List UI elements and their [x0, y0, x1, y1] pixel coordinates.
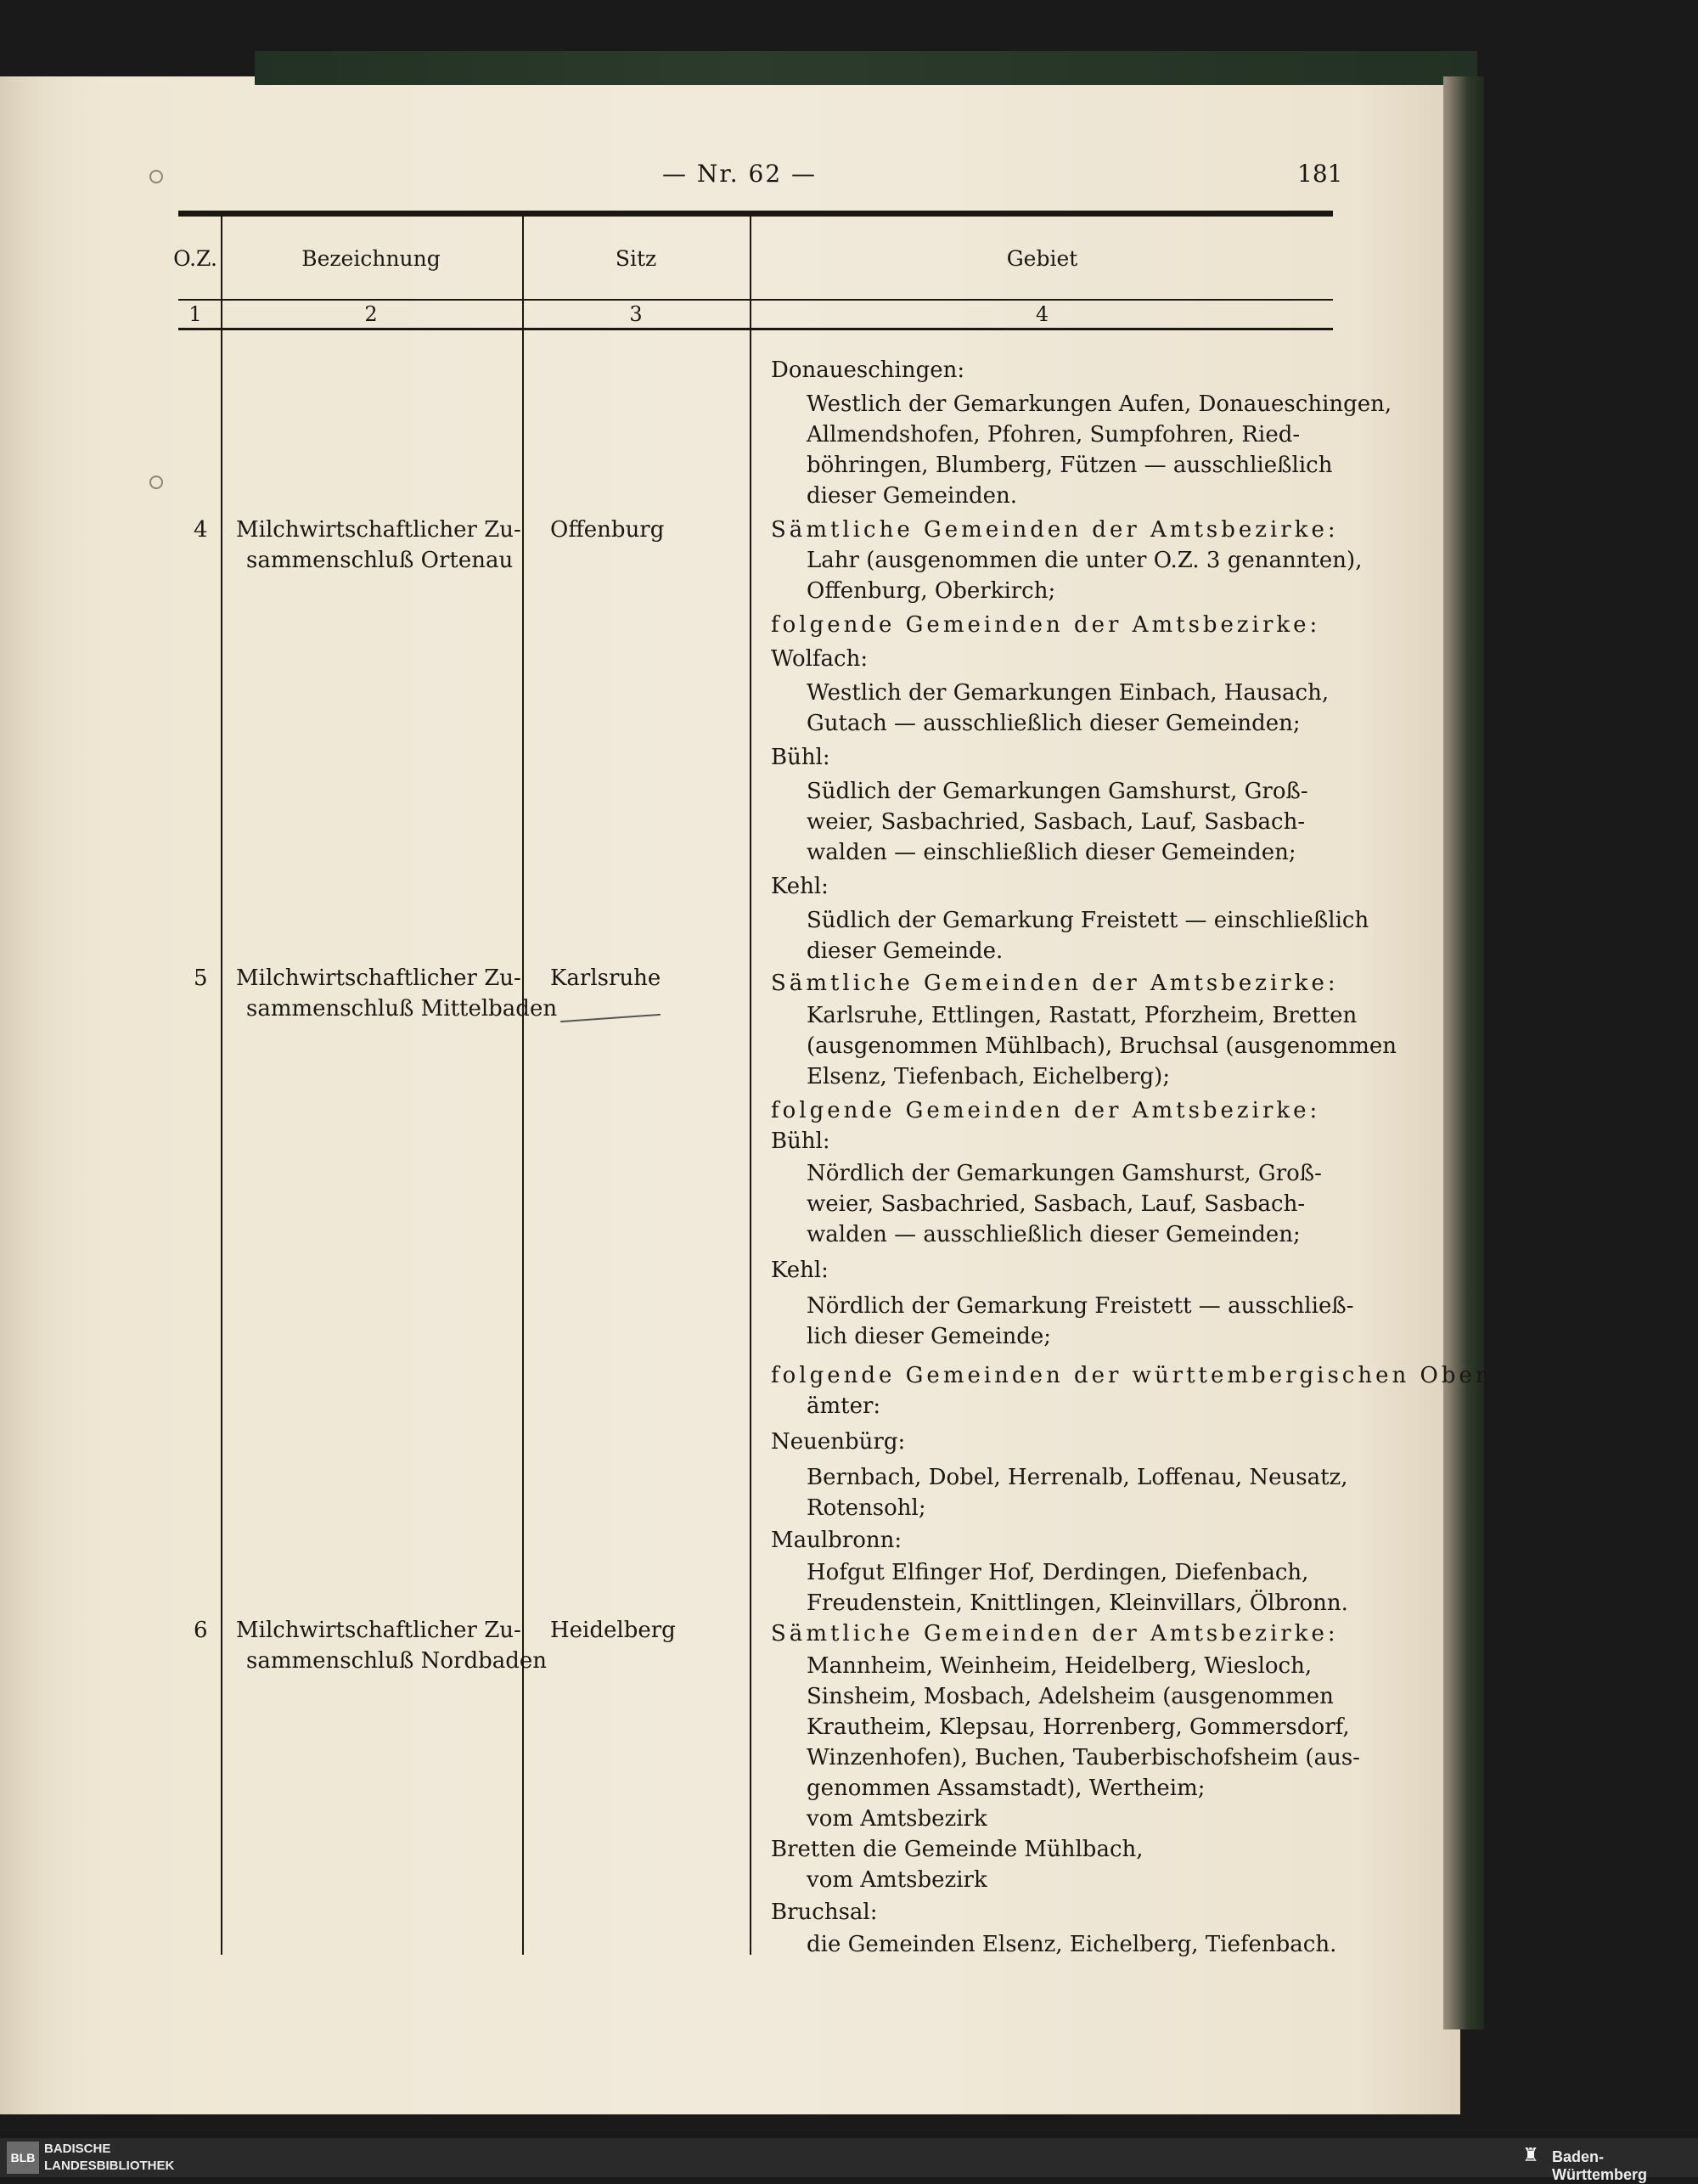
gebiet-line: genommen Assamstadt), Wertheim;	[807, 1776, 1206, 1801]
library-name	[44, 2141, 174, 2175]
gebiet-line: dieser Gemeinden.	[807, 483, 1018, 509]
row-name: Milchwirtschaftlicher Zu-	[236, 965, 521, 991]
binding-hole	[149, 476, 163, 489]
gebiet-line: Westlich der Gemarkungen Einbach, Hausach,	[807, 680, 1330, 706]
gebiet-line: Krautheim, Klepsau, Horrenberg, Gommersdorf,	[807, 1714, 1350, 1740]
gebiet-heading: folgende Gemeinden der Amtsbezirke:	[771, 1098, 1321, 1123]
gebiet-line: ämter:	[807, 1393, 881, 1419]
book-cover-edge	[255, 51, 1477, 85]
state-crest-icon: ♜	[1522, 2145, 1539, 2166]
column-number-rule	[178, 328, 1333, 330]
gebiet-line: weier, Sasbachried, Sasbach, Lauf, Sasbach-	[807, 1191, 1306, 1217]
gebiet-line: böhringen, Blumberg, Fützen — ausschließlich	[807, 453, 1333, 478]
header-rule	[178, 299, 1333, 301]
row-name: sammenschluß Mittelbaden	[246, 996, 558, 1022]
row-sitz: Offenburg	[550, 517, 665, 543]
header-oz: O.Z.	[173, 246, 217, 271]
header-gebiet: Gebiet	[1006, 246, 1078, 271]
gebiet-heading: Bruchsal:	[771, 1900, 878, 1925]
gebiet-line: Südlich der Gemarkung Freistett — einschließlich	[807, 908, 1369, 933]
gebiet-heading: Wolfach:	[771, 646, 869, 672]
gebiet-heading: Kehl:	[771, 1258, 829, 1283]
gebiet-line: Westlich der Gemarkungen Aufen, Donaueschingen,	[807, 391, 1392, 417]
column-number: 1	[188, 302, 202, 326]
column-divider	[750, 217, 751, 1955]
header-bezeichnung: Bezeichnung	[301, 246, 441, 271]
gebiet-heading: Bretten die Gemeinde Mühlbach,	[771, 1837, 1144, 1862]
row-name: sammenschluß Nordbaden	[246, 1648, 548, 1674]
gebiet-line: Winzenhofen), Buchen, Tauberbischofsheim (aus-	[807, 1745, 1360, 1770]
column-divider	[522, 217, 524, 1955]
gebiet-line: Bernbach, Dobel, Herrenalb, Loffenau, Neusatz,	[807, 1465, 1348, 1490]
library-name-line: LANDESBIBLIOTHEK	[44, 2159, 175, 2173]
gebiet-line: walden — ausschließlich dieser Gemeinden;	[807, 1222, 1301, 1247]
blb-logo: BLB	[7, 2142, 39, 2174]
gebiet-line: weier, Sasbachried, Sasbach, Lauf, Sasbach-	[807, 809, 1306, 835]
state-label: Baden-Württemberg	[1552, 2148, 1647, 2183]
row-oz: 6	[194, 1618, 208, 1643]
column-number: 4	[1035, 302, 1049, 326]
gebiet-line: Karlsruhe, Ettlingen, Rastatt, Pforzheim, Bretten	[807, 1003, 1358, 1028]
gebiet-line: Nördlich der Gemarkungen Gamshurst, Groß-	[807, 1161, 1322, 1186]
gebiet-line: vom Amtsbezirk	[807, 1867, 987, 1893]
column-number: 3	[629, 302, 643, 326]
gebiet-heading: folgende Gemeinden der Amtsbezirke:	[771, 612, 1321, 638]
gebiet-line: Elsenz, Tiefenbach, Eichelberg);	[807, 1064, 1171, 1089]
gebiet-line: die Gemeinden Elsenz, Eichelberg, Tiefenbach.	[807, 1932, 1337, 1957]
gebiet-heading: folgende Gemeinden der württembergischen Ober-	[771, 1363, 1501, 1388]
gebiet-line: (ausgenommen Mühlbach), Bruchsal (ausgenommen	[807, 1033, 1397, 1059]
row-oz: 4	[194, 517, 208, 543]
gebiet-heading: Neuenbürg:	[771, 1429, 906, 1455]
row-name: Milchwirtschaftlicher Zu-	[236, 517, 521, 543]
gebiet-line: Hofgut Elfinger Hof, Derdingen, Diefenbach,	[807, 1560, 1309, 1585]
header-sitz: Sitz	[615, 246, 657, 271]
row-oz: 5	[194, 965, 208, 991]
gebiet-heading: Sämtliche Gemeinden der Amtsbezirke:	[771, 1621, 1339, 1646]
gebiet-line: lich dieser Gemeinde;	[807, 1324, 1052, 1349]
gebiet-line: Gutach — ausschließlich dieser Gemeinden;	[807, 711, 1301, 736]
gebiet-heading: Bühl:	[771, 745, 830, 770]
book-page-stack	[1443, 76, 1484, 2029]
gebiet-line: Sinsheim, Mosbach, Adelsheim (ausgenommen	[807, 1684, 1334, 1709]
column-number: 2	[364, 302, 378, 326]
gebiet-line: vom Amtsbezirk	[807, 1806, 987, 1832]
row-sitz: Heidelberg	[550, 1618, 676, 1643]
gebiet-line: Lahr (ausgenommen die unter O.Z. 3 genannten),	[807, 548, 1363, 573]
gebiet-heading: Sämtliche Gemeinden der Amtsbezirke:	[771, 971, 1339, 996]
table-top-rule	[178, 211, 1333, 217]
gebiet-line: Nördlich der Gemarkung Freistett — ausschließ-	[807, 1293, 1354, 1319]
gebiet-line: walden — einschließlich dieser Gemeinden;	[807, 840, 1296, 865]
running-head: — Nr. 62 —	[662, 160, 818, 188]
library-name-line: BADISCHE	[44, 2142, 111, 2156]
column-divider	[221, 217, 222, 1955]
gebiet-line: Südlich der Gemarkungen Gamshurst, Groß-	[807, 779, 1308, 804]
gebiet-heading: Kehl:	[771, 874, 829, 899]
gebiet-line: Allmendshofen, Pfohren, Sumpfohren, Ried-	[807, 422, 1301, 447]
gebiet-line: Freudenstein, Knittlingen, Kleinvillars, Ölbronn.	[807, 1590, 1348, 1616]
gebiet-heading: Sämtliche Gemeinden der Amtsbezirke:	[771, 517, 1339, 543]
viewer-footer	[0, 2138, 1698, 2177]
gebiet-heading: Donaueschingen:	[771, 357, 965, 383]
row-name: Milchwirtschaftlicher Zu-	[236, 1618, 521, 1643]
binding-hole	[149, 170, 163, 183]
gebiet-line: Offenburg, Oberkirch;	[807, 578, 1056, 604]
row-sitz: Karlsruhe	[550, 965, 661, 991]
gebiet-heading: Bühl:	[771, 1129, 830, 1154]
gebiet-heading: Maulbronn:	[771, 1528, 902, 1553]
gebiet-line: Rotensohl;	[807, 1495, 926, 1521]
gebiet-line: dieser Gemeinde.	[807, 938, 1004, 964]
row-name: sammenschluß Ortenau	[246, 548, 514, 573]
gebiet-line: Mannheim, Weinheim, Heidelberg, Wiesloch,	[807, 1653, 1313, 1679]
page-number: 181	[1297, 160, 1343, 188]
